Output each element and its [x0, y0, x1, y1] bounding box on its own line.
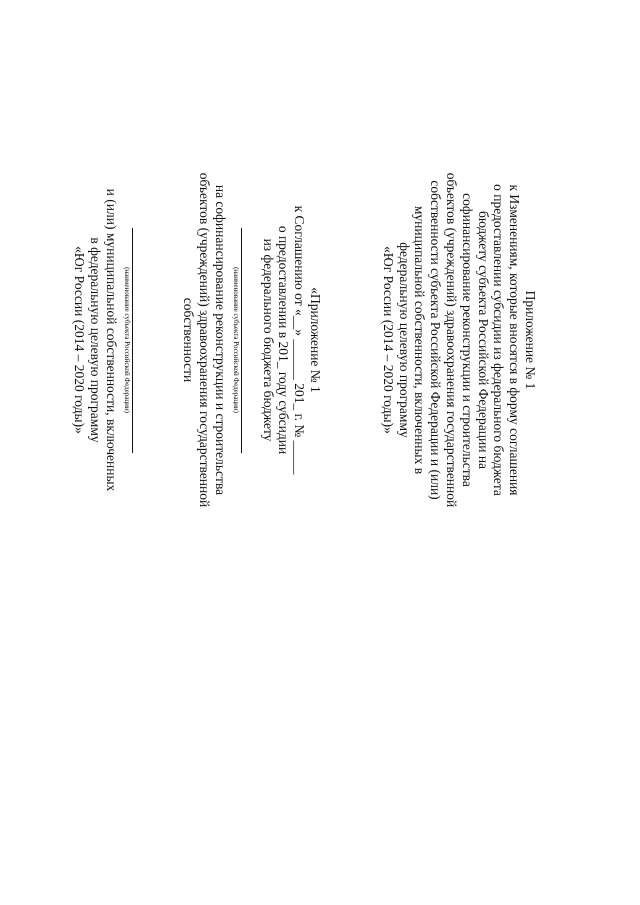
appendix-header-block [380, 0, 538, 680]
agreement-line: на софинансирование реконструкции и строительства [213, 184, 229, 496]
appendix-line: «Юг России (2014 – 2020 годы)» [380, 246, 396, 434]
subject-name-field-2 [121, 0, 137, 680]
agreement-line: собственности [181, 297, 197, 383]
agreement-line: из федерального бюджета бюджету [260, 238, 276, 442]
appendix-line: бюджету субъекта Российской Федерации на [475, 210, 491, 470]
agreement-line: в федеральную целевую программу [88, 237, 104, 443]
agreement-line: «Юг России (2014 – 2020 годы)» [72, 246, 88, 434]
appendix-line: федеральную целевую программу [396, 242, 412, 438]
subject-name-caption-2: (наименование субъекта Российской Федерации) [123, 228, 133, 453]
subject-name-field [230, 0, 246, 680]
agreement-title: «Приложение № 1 [308, 287, 323, 393]
appendix-line: о предоставлении субсидии из федерального бюджета [491, 184, 507, 496]
agreement-header-block [71, 0, 323, 680]
subject-name-caption: (наименование субъекта Российской Федерации) [232, 228, 242, 453]
appendix-line: собственности субъекта Российской Федерации и (или) [428, 180, 444, 500]
appendix-line: объектов (учреждений) здравоохранения государственной [444, 172, 460, 508]
appendix-title: Приложение № 1 [523, 290, 538, 390]
agreement-date-line: к Соглашению от «__» ______ 201_ г. № _____ [292, 205, 308, 475]
appendix-line: софинансирование реконструкции и строительства [459, 193, 475, 487]
agreement-line: и (или) муниципальной собственности, включенных [103, 188, 119, 492]
appendix-line: муниципальной собственности, включенных в [412, 205, 428, 475]
appendix-line: к Изменениям, которые вносятся в форму соглашения [507, 184, 523, 496]
spacer [151, 0, 181, 680]
rotated-content [72, 0, 538, 905]
agreement-line: о предоставлении в 201_ году субсидии [276, 225, 292, 455]
agreement-line: объектов (учреждений) здравоохранения государственной [197, 172, 213, 508]
rotated-text-area [72, 0, 538, 905]
